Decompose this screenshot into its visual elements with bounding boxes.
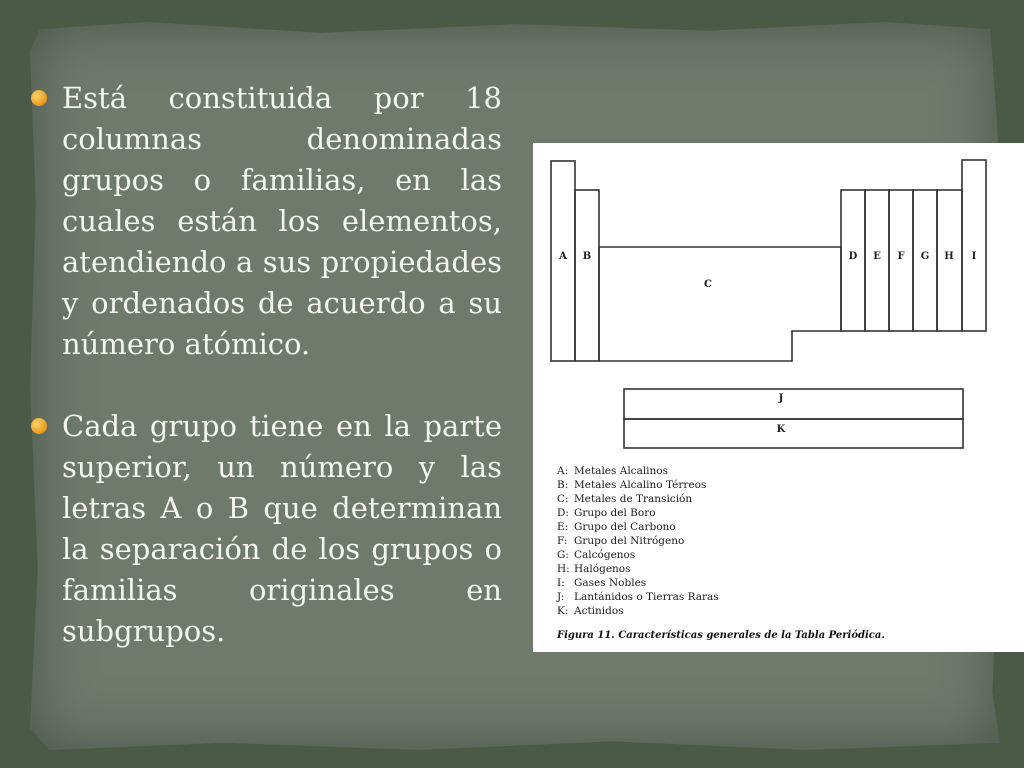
label-c: C <box>704 279 712 290</box>
label-k: K <box>776 424 786 435</box>
bullet-dot-icon <box>31 418 47 434</box>
legend-label: Grupo del Carbono <box>574 521 676 533</box>
label-h: H <box>944 251 954 262</box>
legend-label: Grupo del Boro <box>574 507 656 519</box>
legend-key: B: <box>557 479 569 491</box>
block-k <box>624 419 963 448</box>
block-b <box>575 190 599 361</box>
legend-key: D: <box>557 507 569 519</box>
legend-label: Actinidos <box>574 605 624 617</box>
bullet-dot-icon <box>31 90 47 106</box>
legend-key: I: <box>557 577 565 589</box>
bullet-item <box>62 406 502 652</box>
legend-key: A: <box>557 465 569 477</box>
legend-row <box>557 534 719 548</box>
legend-label: Lantánidos o Tierras Raras <box>574 591 719 603</box>
figure-caption: Figura 11. Características generales de la Tabla Periódica. <box>557 630 885 641</box>
legend-key: H: <box>557 563 570 575</box>
block-i <box>962 160 986 331</box>
bullet-text: Está constituida por 18 columnas denominadas grupos o familias, en las cuales están los elementos, atendiendo a sus propiedades y ordenados de acuerdo a su número atómico. <box>62 81 502 361</box>
legend-label: Gases Nobles <box>574 577 647 589</box>
legend-row <box>557 604 719 618</box>
label-i: I <box>971 251 977 262</box>
label-a: A <box>559 251 567 262</box>
legend-key: C: <box>557 493 569 505</box>
legend-row <box>557 562 719 576</box>
legend-label: Halógenos <box>574 563 631 575</box>
legend-key: J: <box>557 591 565 603</box>
legend-label: Metales Alcalinos <box>574 465 669 477</box>
legend-row <box>557 590 719 604</box>
legend-key: G: <box>557 549 569 561</box>
periodic-table-figure <box>533 143 1024 652</box>
label-d: D <box>848 251 858 262</box>
legend-key: K: <box>557 605 569 617</box>
legend-row <box>557 520 719 534</box>
bullet-item <box>62 78 502 365</box>
figure-legend <box>557 464 719 618</box>
legend-label: Calcógenos <box>574 549 636 561</box>
bullet-list <box>62 78 502 652</box>
legend-key: E: <box>557 521 569 533</box>
label-e: E <box>873 251 881 262</box>
label-j: J <box>778 393 784 404</box>
legend-key: F: <box>557 535 568 547</box>
block-c <box>599 247 841 361</box>
legend-row <box>557 492 719 506</box>
legend-label: Metales Alcalino Térreos <box>574 479 707 491</box>
label-g: G <box>920 251 930 262</box>
legend-row <box>557 548 719 562</box>
legend-row <box>557 464 719 478</box>
legend-label: Metales de Transición <box>574 493 693 505</box>
label-b: B <box>582 251 592 262</box>
bullet-text: Cada grupo tiene en la parte superior, un número y las letras A o B que determinan la separación de los grupos o familias originales en subgrupos. <box>62 409 502 648</box>
legend-row <box>557 478 719 492</box>
legend-label: Grupo del Nitrógeno <box>574 535 685 547</box>
legend-row <box>557 506 719 520</box>
block-j <box>624 389 963 419</box>
legend-row <box>557 576 719 590</box>
label-f: F <box>897 251 905 262</box>
